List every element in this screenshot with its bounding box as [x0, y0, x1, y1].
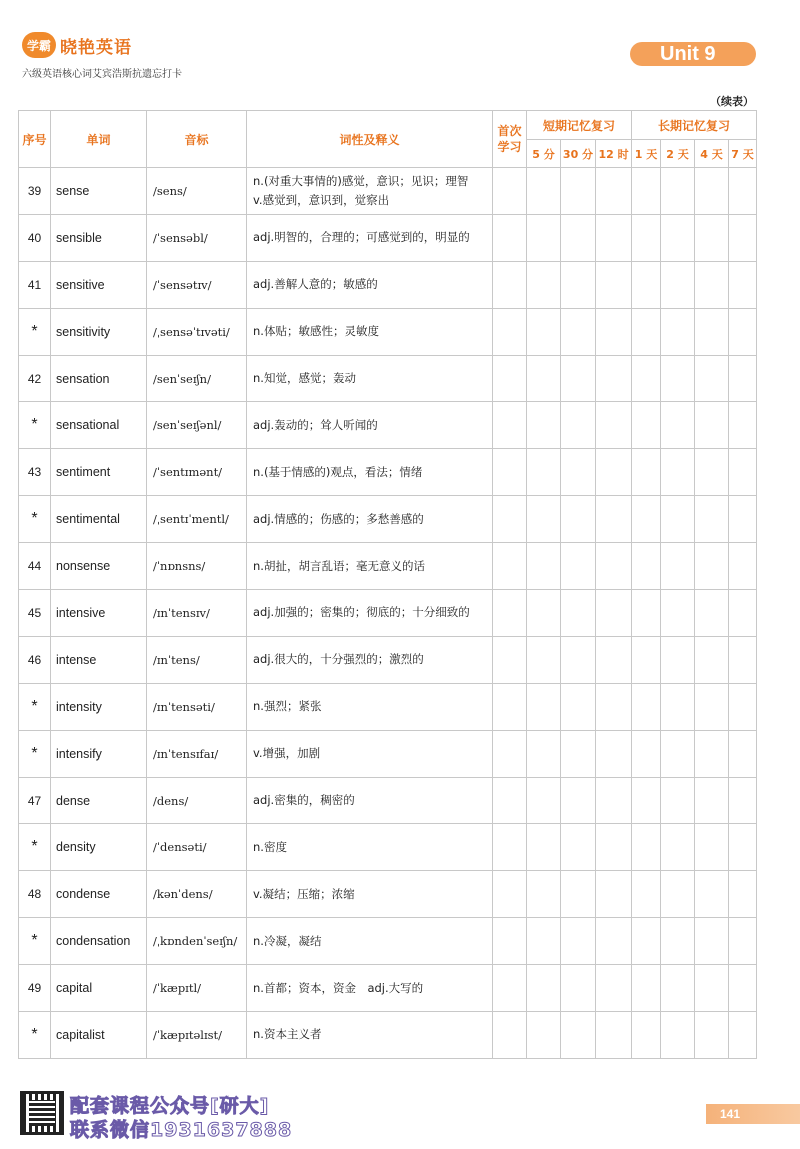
- checkin-cell[interactable]: [632, 683, 661, 730]
- checkin-cell[interactable]: [596, 402, 632, 449]
- checkin-cell[interactable]: [596, 965, 632, 1012]
- row-meaning: n.密度: [247, 824, 493, 871]
- row-number: 40: [19, 214, 51, 261]
- table-row: [19, 777, 757, 824]
- checkin-cell[interactable]: [527, 543, 561, 590]
- table-row: [19, 590, 757, 637]
- checkin-cell[interactable]: [493, 730, 527, 777]
- checkin-cell[interactable]: [661, 777, 695, 824]
- checkin-cell[interactable]: [493, 590, 527, 637]
- checkin-cell[interactable]: [729, 496, 757, 543]
- row-word: condensation: [51, 918, 147, 965]
- checkin-cell[interactable]: [493, 261, 527, 308]
- row-meaning: n.冷凝，凝结: [247, 918, 493, 965]
- checkin-cell[interactable]: [695, 402, 729, 449]
- checkin-cell[interactable]: [561, 965, 596, 1012]
- header-no: 序号: [19, 111, 51, 168]
- checkin-cell[interactable]: [596, 355, 632, 402]
- row-meaning: n.首都；资本，资金 adj.大写的: [247, 965, 493, 1012]
- checkin-cell[interactable]: [493, 636, 527, 683]
- checkin-cell[interactable]: [729, 871, 757, 918]
- row-number: 42: [19, 355, 51, 402]
- checkin-cell[interactable]: [661, 261, 695, 308]
- checkin-cell[interactable]: [695, 683, 729, 730]
- row-meaning: v.增强，加剧: [247, 730, 493, 777]
- checkin-cell[interactable]: [729, 308, 757, 355]
- row-meaning: adj.很大的，十分强烈的；激烈的: [247, 636, 493, 683]
- checkin-cell[interactable]: [729, 168, 757, 215]
- unit-label: Unit 9: [630, 42, 756, 66]
- checkin-cell[interactable]: [493, 496, 527, 543]
- checkin-cell[interactable]: [596, 261, 632, 308]
- row-number: 43: [19, 449, 51, 496]
- checkin-cell[interactable]: [632, 730, 661, 777]
- row-phonetic: /ˌsensəˈtɪvəti/: [147, 308, 247, 355]
- row-phonetic: /ˈsensətɪv/: [147, 261, 247, 308]
- checkin-cell[interactable]: [561, 918, 596, 965]
- checkin-cell[interactable]: [596, 308, 632, 355]
- checkin-cell[interactable]: [596, 214, 632, 261]
- checkin-cell[interactable]: [527, 777, 561, 824]
- checkin-cell[interactable]: [493, 683, 527, 730]
- checkin-cell[interactable]: [632, 402, 661, 449]
- row-meaning: n.体贴；敏感性；灵敏度: [247, 308, 493, 355]
- row-meaning: n.(对重大事情的)感觉，意识；见识；理智 v.感觉到，意识到，觉察出: [247, 168, 493, 215]
- checkin-cell[interactable]: [729, 730, 757, 777]
- checkin-cell[interactable]: [561, 214, 596, 261]
- checkin-cell[interactable]: [596, 683, 632, 730]
- table-row: [19, 683, 757, 730]
- checkin-cell[interactable]: [661, 636, 695, 683]
- row-meaning: adj.明智的，合理的；可感觉到的，明显的: [247, 214, 493, 261]
- checkin-cell[interactable]: [561, 402, 596, 449]
- header-5min: 5 分: [527, 140, 561, 168]
- table-row: [19, 214, 757, 261]
- checkin-cell[interactable]: [729, 449, 757, 496]
- checkin-cell[interactable]: [561, 308, 596, 355]
- row-phonetic: /ˈkæpɪtəlɪst/: [147, 1012, 247, 1059]
- checkin-cell[interactable]: [596, 871, 632, 918]
- row-number: *: [19, 918, 51, 965]
- checkin-cell[interactable]: [527, 355, 561, 402]
- checkin-cell[interactable]: [661, 214, 695, 261]
- checkin-cell[interactable]: [695, 871, 729, 918]
- table-row: [19, 730, 757, 777]
- row-meaning: adj.轰动的；耸人听闻的: [247, 402, 493, 449]
- row-phonetic: /ɪnˈtensɪfaɪ/: [147, 730, 247, 777]
- checkin-cell[interactable]: [695, 168, 729, 215]
- checkin-cell[interactable]: [527, 683, 561, 730]
- checkin-cell[interactable]: [561, 543, 596, 590]
- row-phonetic: /senˈseɪʃənl/: [147, 402, 247, 449]
- vocab-table-container: [18, 110, 756, 1054]
- checkin-cell[interactable]: [632, 871, 661, 918]
- row-phonetic: /dens/: [147, 777, 247, 824]
- checkin-cell[interactable]: [632, 1012, 661, 1059]
- checkin-cell[interactable]: [527, 1012, 561, 1059]
- row-word: intensive: [51, 590, 147, 637]
- row-meaning: adj.情感的；伤感的；多愁善感的: [247, 496, 493, 543]
- row-phonetic: /ɪnˈtensəti/: [147, 683, 247, 730]
- checkin-cell[interactable]: [561, 777, 596, 824]
- row-number: 48: [19, 871, 51, 918]
- checkin-cell[interactable]: [729, 965, 757, 1012]
- checkin-cell[interactable]: [632, 308, 661, 355]
- table-row: [19, 636, 757, 683]
- checkin-cell[interactable]: [661, 449, 695, 496]
- checkin-cell[interactable]: [493, 824, 527, 871]
- checkin-cell[interactable]: [561, 824, 596, 871]
- checkin-cell[interactable]: [729, 824, 757, 871]
- row-word: capital: [51, 965, 147, 1012]
- checkin-cell[interactable]: [596, 636, 632, 683]
- table-row: [19, 449, 757, 496]
- row-meaning: n.强烈；紧张: [247, 683, 493, 730]
- row-meaning: n.胡扯，胡言乱语；毫无意义的话: [247, 543, 493, 590]
- row-word: sensitive: [51, 261, 147, 308]
- checkin-cell[interactable]: [729, 1012, 757, 1059]
- checkin-cell[interactable]: [493, 543, 527, 590]
- checkin-cell[interactable]: [661, 308, 695, 355]
- row-meaning: v.凝结；压缩；浓缩: [247, 871, 493, 918]
- checkin-cell[interactable]: [695, 355, 729, 402]
- logo-badge: 学霸: [22, 32, 56, 58]
- checkin-cell[interactable]: [493, 214, 527, 261]
- table-row: [19, 308, 757, 355]
- checkin-cell[interactable]: [632, 261, 661, 308]
- header-first-study: 首次学习: [493, 111, 527, 168]
- checkin-cell[interactable]: [661, 168, 695, 215]
- row-number: *: [19, 1012, 51, 1059]
- row-word: sensational: [51, 402, 147, 449]
- table-row: [19, 965, 757, 1012]
- checkin-cell[interactable]: [493, 308, 527, 355]
- row-number: 45: [19, 590, 51, 637]
- checkin-cell[interactable]: [527, 824, 561, 871]
- table-row: [19, 824, 757, 871]
- checkin-cell[interactable]: [695, 261, 729, 308]
- checkin-cell[interactable]: [527, 636, 561, 683]
- checkin-cell[interactable]: [596, 918, 632, 965]
- checkin-cell[interactable]: [632, 355, 661, 402]
- row-number: *: [19, 824, 51, 871]
- header-12h: 12 时: [596, 140, 632, 168]
- table-row: [19, 1012, 757, 1059]
- checkin-cell[interactable]: [695, 777, 729, 824]
- header-1day: 1 天: [632, 140, 661, 168]
- checkin-cell[interactable]: [561, 730, 596, 777]
- header-7day: 7 天: [729, 140, 757, 168]
- row-number: *: [19, 402, 51, 449]
- row-number: *: [19, 308, 51, 355]
- row-meaning: adj.加强的；密集的；彻底的；十分细致的: [247, 590, 493, 637]
- brand-name: 晓艳英语: [60, 37, 132, 58]
- checkin-cell[interactable]: [561, 683, 596, 730]
- checkin-cell[interactable]: [527, 730, 561, 777]
- row-word: capitalist: [51, 1012, 147, 1059]
- checkin-cell[interactable]: [561, 1012, 596, 1059]
- checkin-cell[interactable]: [729, 777, 757, 824]
- vocab-rows: [19, 168, 757, 1059]
- header-phonetic: 音标: [147, 111, 247, 168]
- brand-logo: [22, 32, 132, 58]
- checkin-cell[interactable]: [596, 449, 632, 496]
- row-word: dense: [51, 777, 147, 824]
- checkin-cell[interactable]: [729, 355, 757, 402]
- vocab-table: [18, 110, 757, 1059]
- row-number: 44: [19, 543, 51, 590]
- row-phonetic: /kənˈdens/: [147, 871, 247, 918]
- row-word: sensation: [51, 355, 147, 402]
- row-number: *: [19, 496, 51, 543]
- row-number: 46: [19, 636, 51, 683]
- row-word: sensible: [51, 214, 147, 261]
- checkin-cell[interactable]: [596, 543, 632, 590]
- row-word: sentimental: [51, 496, 147, 543]
- checkin-cell[interactable]: [493, 871, 527, 918]
- checkin-cell[interactable]: [632, 824, 661, 871]
- checkin-cell[interactable]: [695, 496, 729, 543]
- checkin-cell[interactable]: [561, 590, 596, 637]
- checkin-cell[interactable]: [561, 261, 596, 308]
- checkin-cell[interactable]: [729, 918, 757, 965]
- checkin-cell[interactable]: [661, 730, 695, 777]
- row-number: 41: [19, 261, 51, 308]
- checkin-cell[interactable]: [527, 965, 561, 1012]
- row-meaning: adj.密集的，稠密的: [247, 777, 493, 824]
- header-long-term: 长期记忆复习: [632, 111, 757, 140]
- checkin-cell[interactable]: [695, 214, 729, 261]
- row-phonetic: /ɪnˈtens/: [147, 636, 247, 683]
- checkin-cell[interactable]: [695, 449, 729, 496]
- checkin-cell[interactable]: [632, 636, 661, 683]
- checkin-cell[interactable]: [632, 918, 661, 965]
- checkin-cell[interactable]: [632, 449, 661, 496]
- checkin-cell[interactable]: [527, 590, 561, 637]
- header-2day: 2 天: [661, 140, 695, 168]
- checkin-cell[interactable]: [632, 496, 661, 543]
- checkin-cell[interactable]: [632, 543, 661, 590]
- row-word: nonsense: [51, 543, 147, 590]
- checkin-cell[interactable]: [661, 543, 695, 590]
- header-meaning: 词性及释义: [247, 111, 493, 168]
- checkin-cell[interactable]: [561, 871, 596, 918]
- checkin-cell[interactable]: [561, 355, 596, 402]
- row-phonetic: /ˈkæpɪtl/: [147, 965, 247, 1012]
- row-phonetic: /ˈsentɪmənt/: [147, 449, 247, 496]
- checkin-cell[interactable]: [695, 965, 729, 1012]
- checkin-cell[interactable]: [632, 965, 661, 1012]
- checkin-cell[interactable]: [661, 871, 695, 918]
- row-meaning: n.资本主义者: [247, 1012, 493, 1059]
- checkin-cell[interactable]: [561, 636, 596, 683]
- checkin-cell[interactable]: [661, 402, 695, 449]
- page-subtitle: 六级英语核心词艾宾浩斯抗遗忘打卡: [22, 69, 182, 80]
- checkin-cell[interactable]: [632, 168, 661, 215]
- checkin-cell[interactable]: [695, 730, 729, 777]
- checkin-cell[interactable]: [695, 918, 729, 965]
- row-phonetic: /ɪnˈtensɪv/: [147, 590, 247, 637]
- continued-label: （续表）: [710, 95, 754, 108]
- row-phonetic: /sens/: [147, 168, 247, 215]
- row-phonetic: /ˈsensəbl/: [147, 214, 247, 261]
- row-meaning: adj.善解人意的；敏感的: [247, 261, 493, 308]
- checkin-cell[interactable]: [527, 214, 561, 261]
- table-row: [19, 496, 757, 543]
- table-row: [19, 168, 757, 215]
- checkin-cell[interactable]: [493, 918, 527, 965]
- checkin-cell[interactable]: [632, 590, 661, 637]
- checkin-cell[interactable]: [661, 1012, 695, 1059]
- header-short-term: 短期记忆复习: [527, 111, 632, 140]
- checkin-cell[interactable]: [729, 402, 757, 449]
- row-word: intense: [51, 636, 147, 683]
- table-row: [19, 355, 757, 402]
- row-phonetic: /ˈnɒnsns/: [147, 543, 247, 590]
- row-word: intensify: [51, 730, 147, 777]
- checkin-cell[interactable]: [493, 168, 527, 215]
- checkin-cell[interactable]: [695, 636, 729, 683]
- checkin-cell[interactable]: [493, 355, 527, 402]
- row-meaning: n.(基于情感的)观点，看法；情绪: [247, 449, 493, 496]
- checkin-cell[interactable]: [596, 168, 632, 215]
- checkin-cell[interactable]: [596, 730, 632, 777]
- checkin-cell[interactable]: [527, 261, 561, 308]
- table-row: [19, 261, 757, 308]
- row-word: sentiment: [51, 449, 147, 496]
- checkin-cell[interactable]: [493, 449, 527, 496]
- checkin-cell[interactable]: [661, 918, 695, 965]
- checkin-cell[interactable]: [695, 824, 729, 871]
- checkin-cell[interactable]: [729, 214, 757, 261]
- row-word: condense: [51, 871, 147, 918]
- checkin-cell[interactable]: [596, 824, 632, 871]
- row-number: *: [19, 683, 51, 730]
- checkin-cell[interactable]: [596, 777, 632, 824]
- row-word: sense: [51, 168, 147, 215]
- checkin-cell[interactable]: [661, 496, 695, 543]
- checkin-cell[interactable]: [729, 590, 757, 637]
- header-word: 单词: [51, 111, 147, 168]
- header-30min: 30 分: [561, 140, 596, 168]
- table-row: [19, 918, 757, 965]
- checkin-cell[interactable]: [527, 918, 561, 965]
- row-number: *: [19, 730, 51, 777]
- checkin-cell[interactable]: [527, 496, 561, 543]
- checkin-cell[interactable]: [596, 496, 632, 543]
- checkin-cell[interactable]: [695, 590, 729, 637]
- checkin-cell[interactable]: [527, 308, 561, 355]
- checkin-cell[interactable]: [527, 168, 561, 215]
- checkin-cell[interactable]: [561, 496, 596, 543]
- row-phonetic: /senˈseɪʃn/: [147, 355, 247, 402]
- checkin-cell[interactable]: [527, 402, 561, 449]
- row-number: 49: [19, 965, 51, 1012]
- checkin-cell[interactable]: [695, 308, 729, 355]
- checkin-cell[interactable]: [661, 590, 695, 637]
- checkin-cell[interactable]: [561, 449, 596, 496]
- table-row: [19, 543, 757, 590]
- qr-code: [20, 1091, 64, 1135]
- row-word: sensitivity: [51, 308, 147, 355]
- row-phonetic: /ˌsentɪˈmentl/: [147, 496, 247, 543]
- checkin-cell[interactable]: [661, 683, 695, 730]
- row-word: intensity: [51, 683, 147, 730]
- row-number: 39: [19, 168, 51, 215]
- checkin-cell[interactable]: [596, 1012, 632, 1059]
- row-phonetic: /ˌkɒndenˈseɪʃn/: [147, 918, 247, 965]
- table-row: [19, 402, 757, 449]
- checkin-cell[interactable]: [493, 402, 527, 449]
- checkin-cell[interactable]: [632, 777, 661, 824]
- checkin-cell[interactable]: [695, 1012, 729, 1059]
- checkin-cell[interactable]: [493, 777, 527, 824]
- checkin-cell[interactable]: [695, 543, 729, 590]
- checkin-cell[interactable]: [661, 824, 695, 871]
- promo-line-1: 配套课程公众号[研大]: [70, 1095, 270, 1117]
- row-word: density: [51, 824, 147, 871]
- row-meaning: n.知觉，感觉；轰动: [247, 355, 493, 402]
- checkin-cell[interactable]: [493, 965, 527, 1012]
- header-4day: 4 天: [695, 140, 729, 168]
- checkin-cell[interactable]: [729, 636, 757, 683]
- table-row: [19, 871, 757, 918]
- checkin-cell[interactable]: [561, 168, 596, 215]
- promo-line-2: 联系微信1931637888: [70, 1119, 293, 1141]
- checkin-cell[interactable]: [493, 1012, 527, 1059]
- checkin-cell[interactable]: [729, 543, 757, 590]
- checkin-cell[interactable]: [527, 871, 561, 918]
- row-phonetic: /ˈdensəti/: [147, 824, 247, 871]
- checkin-cell[interactable]: [596, 590, 632, 637]
- checkin-cell[interactable]: [632, 214, 661, 261]
- checkin-cell[interactable]: [729, 683, 757, 730]
- checkin-cell[interactable]: [527, 449, 561, 496]
- checkin-cell[interactable]: [729, 261, 757, 308]
- checkin-cell[interactable]: [661, 355, 695, 402]
- checkin-cell[interactable]: [661, 965, 695, 1012]
- page-number: 141: [706, 1104, 800, 1124]
- row-number: 47: [19, 777, 51, 824]
